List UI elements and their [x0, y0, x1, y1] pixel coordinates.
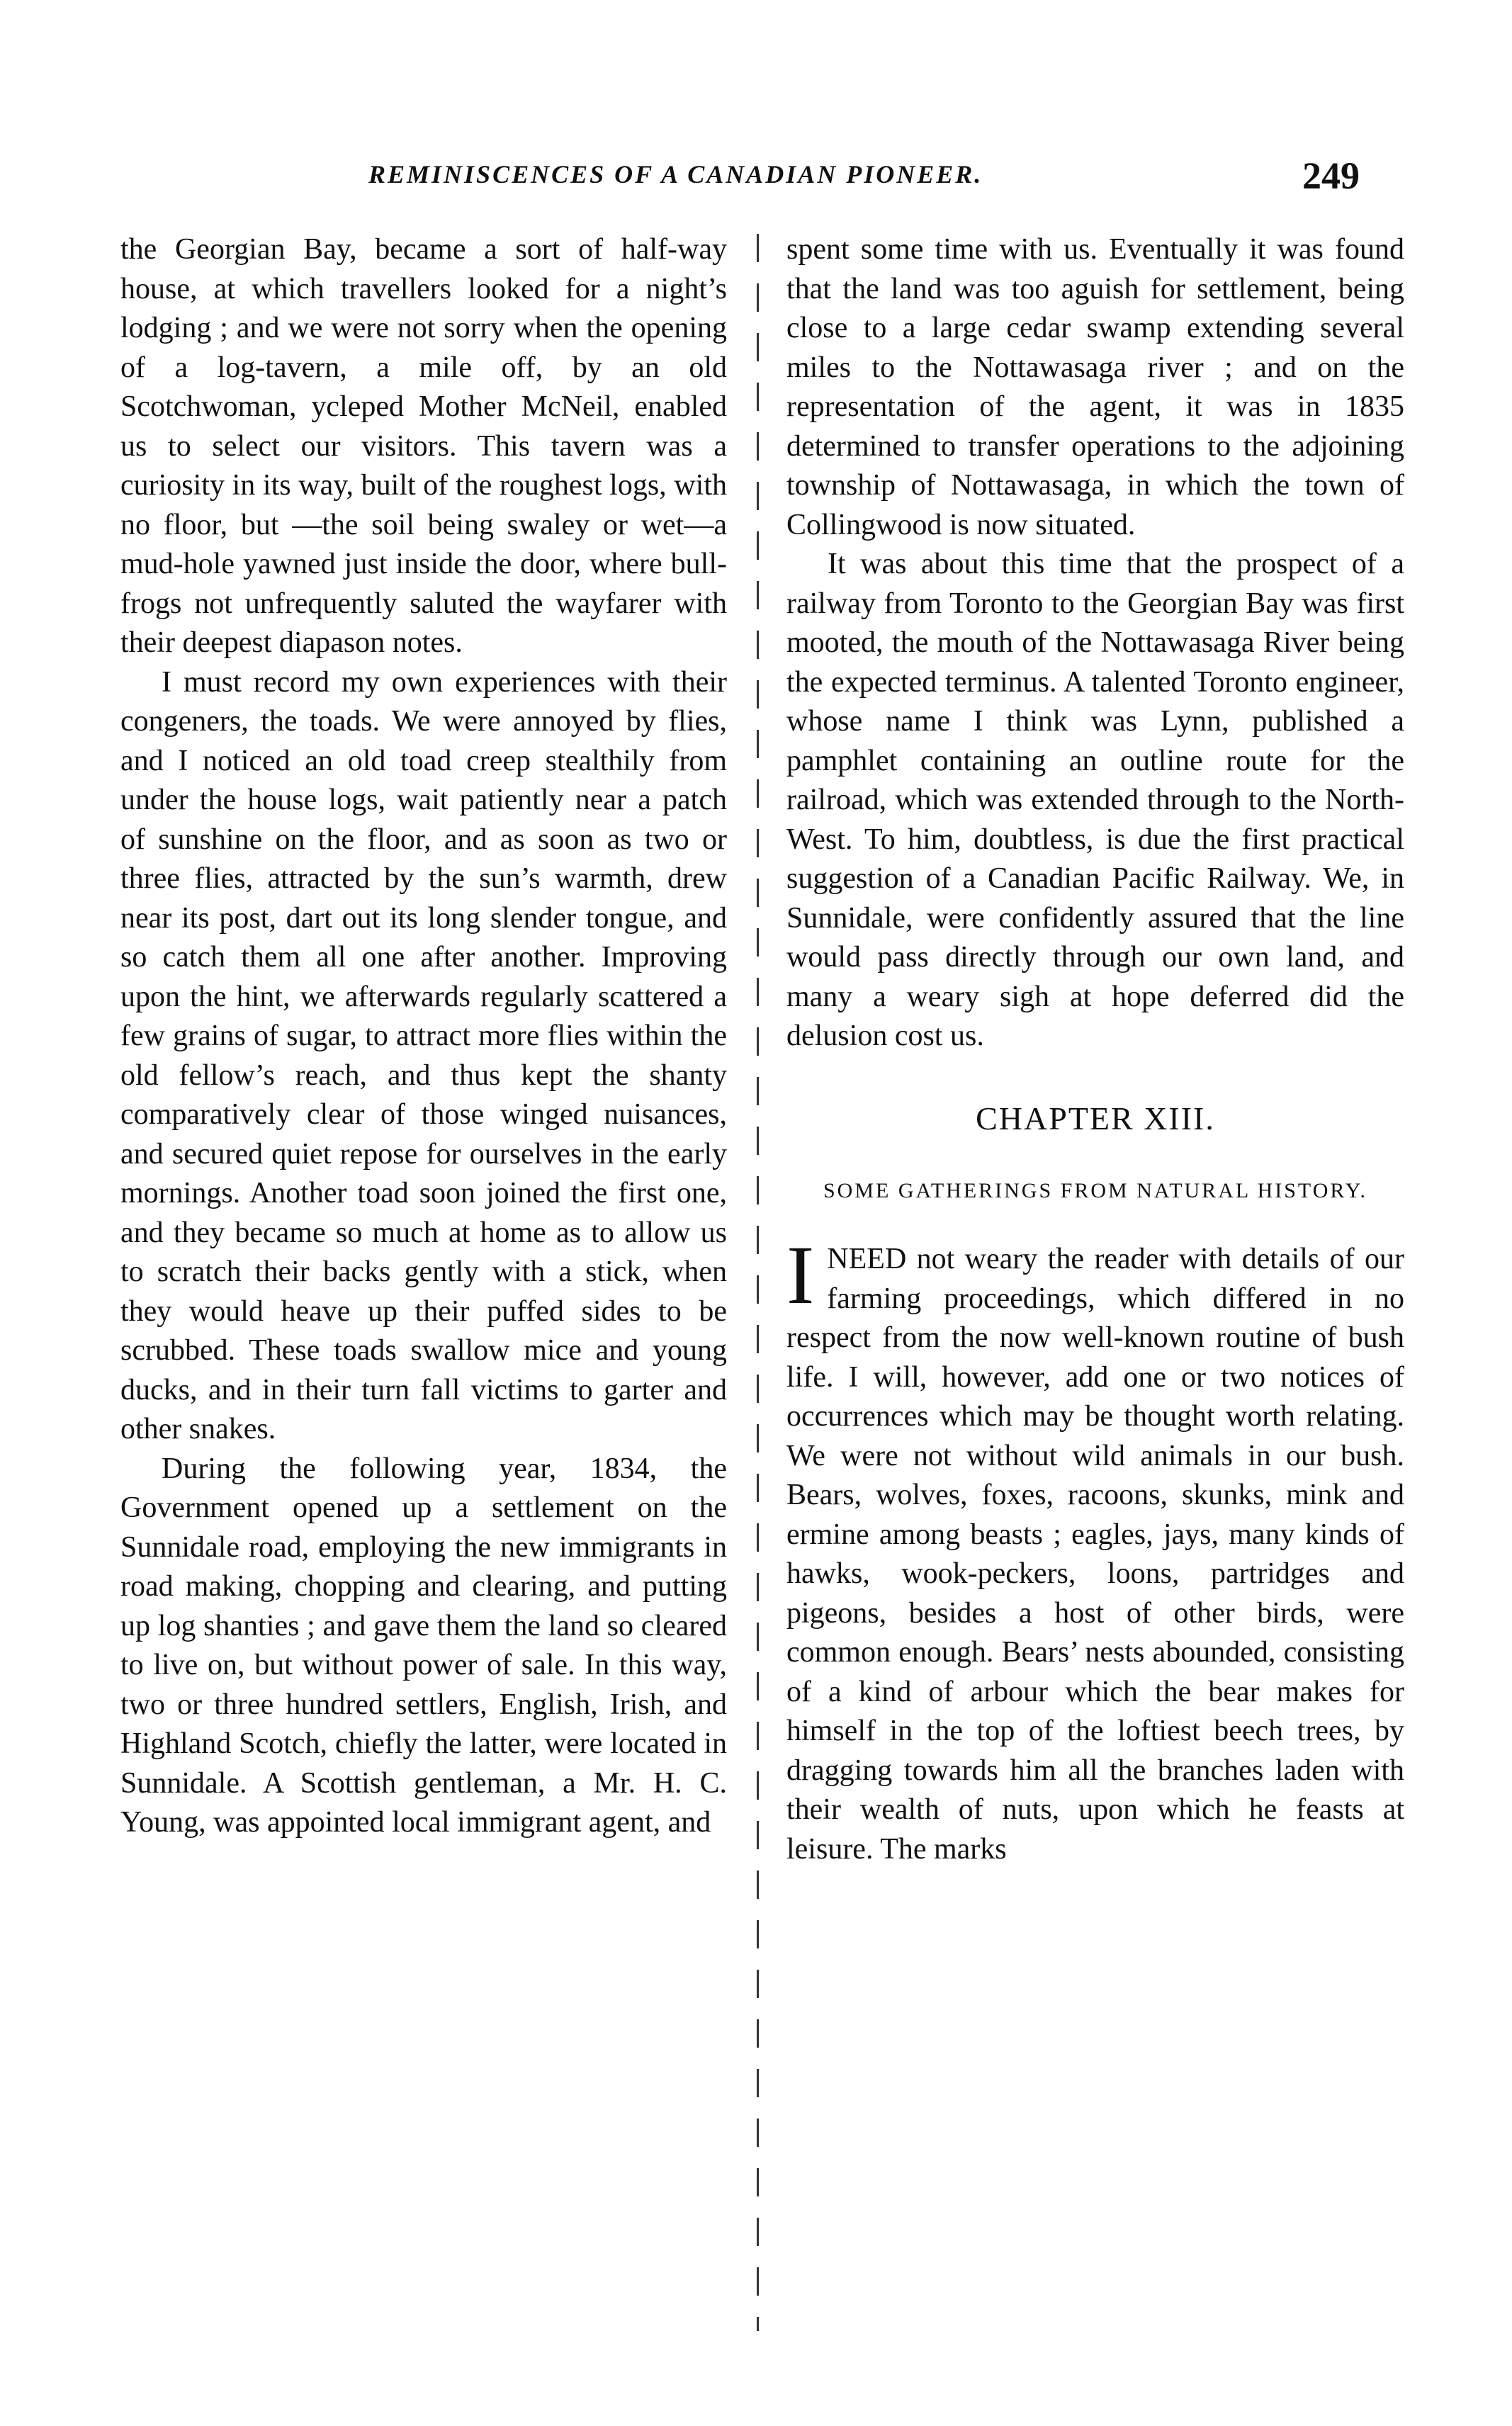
chapter-title: CHAPTER XIII.: [976, 1100, 1215, 1136]
chapter-subtitle: SOME GATHERINGS FROM NATURAL HISTORY.: [823, 1179, 1368, 1202]
paragraph: I must record my own experiences with their congeners, the toads. We were annoyed by flies, and I noticed an old toad creep stealthily from under the house logs, wait patiently near a patch of sunshine on the floor, and as soon as two or three flies, attracted by the sun’s warmth, drew near its post, dart out its long slender tongue, and so catch them all one after another. Improving upon the hint, we afterwards regularly scattered a few grains of sugar, to attract more flies within the old fellow’s reach, and thus kept the shanty comparatively clear of those winged nuisances, and secured quiet repose for ourselves in the early mornings. Another toad soon joined the first one, and they became so much at home as to allow us to scratch their backs gently with a stick, when they would heave up their puffed sides to be scrubbed. These toads swallow mice and young ducks, and in their turn fall victims to garter and other snakes.: [120, 665, 727, 1445]
paragraph: During the following year, 1834, the Government opened up a settlement on the Sunnidale road, employing the new immigrants in road making, chopping and clearing, and putting up log shanties ; and gave them the land so cleared to live on, but without power of sale. In this way, two or three hundred settlers, English, Irish, and Highland Scotch, chiefly the latter, were located in Sunnidale. A Scottish gentleman, a Mr. H. C. Young, was appointed local immigrant agent, and: [120, 1452, 727, 1839]
left-column: [120, 230, 727, 1843]
paragraph: It was about this time that the prospect of a railway from Toronto to the Georgian Bay was first mooted, the mouth of the Nottawasaga River being the expected terminus. A talented Toronto engineer, whose name I think was Lynn, published a pamphlet containing an outline route for the railroad, which was extended through to the North-West. To him, doubtless, is due the first practical suggestion of a Canadian Pacific Railway. We, in Sunnidale, were confidently assured that the line would pass directly through our own land, and many a weary sigh at hope deferred did the delusion cost us.: [786, 548, 1404, 1052]
paragraph: spent some time with us. Eventually it was found that the land was too aguish for settlement, being close to a large cedar swamp extending several miles to the Nottawasaga river ; and on the representation of the agent, it was in 1835 determined to transfer operations to the adjoining township of Nottawasaga, in which the town of Collingwood is now situated.: [786, 233, 1404, 541]
page-number: 249: [1302, 154, 1360, 197]
right-column: [786, 230, 1404, 1869]
column-divider: [757, 234, 759, 2331]
chapter-opening-paragraph: [786, 1229, 1404, 1869]
page-header: [0, 154, 1512, 202]
paragraph-text: NEED not weary the reader with details of our farming proceedings, which differed in no respect from the now well-known routine of bush life. I will, however, add one or two notices of occurrences which may be thought worth relating. We were not without wild animals in our bush. Bears, wolves, foxes, racoons, skunks, mink and ermine among beasts ; eagles, jays, many kinds of hawks, wook-peckers, loons, partridges and pigeons, besides a host of other birds, were common enough. Bears’ nests abounded, consisting of a kind of arbour which the bear makes for himself in the top of the loftiest beech trees, by dragging towards him all the branches laden with their wealth of nuts, upon which he feasts at leisure. The marks: [786, 1243, 1404, 1866]
drop-cap: I: [786, 1229, 815, 1321]
running-title: REMINISCENCES OF A CANADIAN PIONEER.: [368, 160, 983, 188]
paragraph: the Georgian Bay, became a sort of half-way house, at which travellers looked for a night’s lodging ; and we were not sorry when the opening of a log-tavern, a mile off, by an old Scotchwoman, ycleped Mother McNeil, enabled us to select our visitors. This tavern was a curiosity in its way, built of the roughest logs, with no floor, but —the soil being swaley or wet—a mud-hole yawned just inside the door, where bull-frogs not unfrequently saluted the wayfarer with their deepest diapason notes.: [120, 233, 727, 659]
